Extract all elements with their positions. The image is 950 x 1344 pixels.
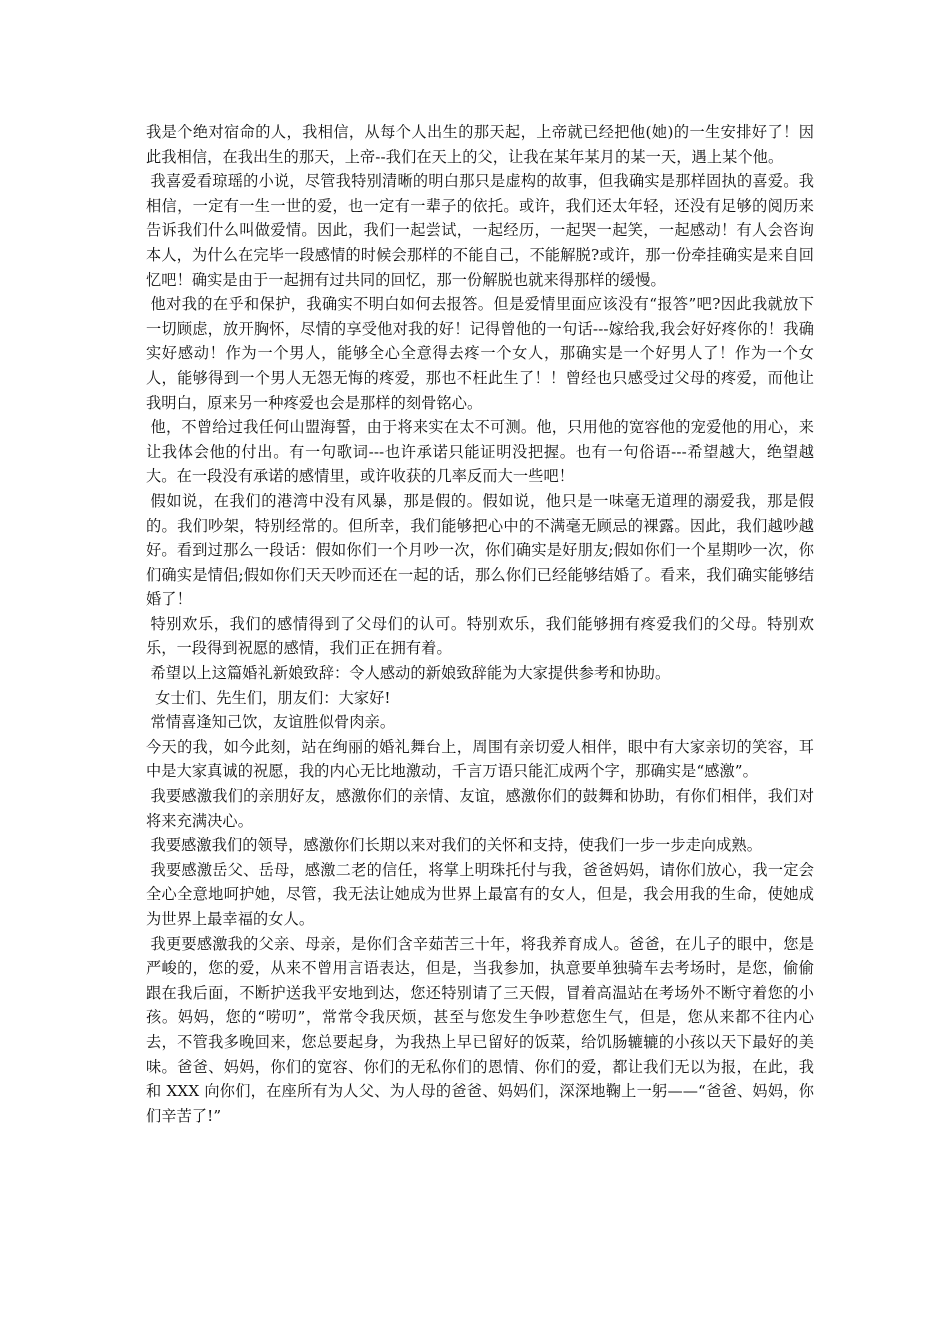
paragraph-couplet: 常情喜逢知己饮，友谊胜似骨肉亲。 bbox=[150, 713, 396, 732]
paragraph-thanks-leaders: 我要感激我们的领导，感激你们长期以来对我们的关怀和支持，使我们一步一步走向成熟。 bbox=[150, 836, 763, 855]
paragraph-care: 他对我的在乎和保护，我确实不明白如何去报答。但是爱情里面应该没有“报答”吧?因此我就放下一切顾虑，放开胸怀，尽情的享受他对我的好！记得曾他的一句话---嫁给我,我会好好疼你的！我确实好感动！作为一个男人，能够全心全意得去疼一个女人，那确实是一个好男人了！作为一个女人，能够得到一个男人无怨无悔的疼爱，那也不枉此生了！！曾经也只感受过父母的疼爱，而他让我明白，原来另一种疼爱也会是那样的刻骨铭心。 bbox=[146, 295, 814, 412]
paragraph-thanks-parents: 我更要感激我的父亲、母亲，是你们含辛茹苦三十年，将我养育成人。爸爸，在儿子的眼中，您是严峻的，您的爱，从来不曾用言语表达，但是，当我参加，执意要单独骑车去考场时，是您，偷偷跟在我后面，不断护送我平安地到达，您还特别请了三天假，冒着高温站在考场外不断守着您的小孩。妈妈，您的“唠叨”，常常令我厌烦，甚至与您发生争吵惹您生气，但是，您从来都不往内心去，不管我多晚回来，您总要起身，为我热上早已留好的饭菜，给饥肠辘辘的小孩以天下最好的美味。爸爸、妈妈，你们的宽容、你们的无私你们的恩情、你们的爱，都让我们无以为报，在此，我和 XXX 向你们，在座所有为人父、为人母的爸爸、妈妈们，深深地鞠上一躬——“爸爸、妈妈，你们辛苦了!” bbox=[146, 934, 814, 1125]
paragraph-novels: 我喜爱看琼瑶的小说，尽管我特别清晰的明白那只是虚构的故事，但我确实是那样固执的喜爱。我相信，一定有一生一世的爱，也一定有一辈子的依托。或许，我们还太年轻，还没有足够的阅历来告诉我们什么叫做爱情。因此，我们一起尝试，一起经历，一起哭一起笑，一起感动！有人会咨询本人，为什么在完毕一段感情的时候会那样的不能自己，不能解脱?或许，那一份牵挂确实是来自回忆吧！确实是由于一起拥有过共同的回忆，那一份解脱也就来得那样的缓慢。 bbox=[146, 172, 814, 289]
paragraph-happy: 特别欢乐，我们的感情得到了父母们的认可。特别欢乐，我们能够拥有疼爱我们的父母。特别欢乐，一段得到祝愿的感情，我们正在拥有着。 bbox=[146, 614, 814, 658]
paragraph-today: 今天的我，如今此刻，站在绚丽的婚礼舞台上，周围有亲切爱人相伴，眼中有大家亲切的笑容，耳中是大家真诚的祝愿，我的内心无比地激动，千言万语只能汇成两个字，那确实是“感激”。 bbox=[146, 737, 814, 781]
paragraph-fate: 我是个绝对宿命的人，我相信，从每个人出生的那天起，上帝就已经把他(她)的一生安排好了！因此我相信，在我出生的那天，上帝--我们在天上的父，让我在某年某月的某一天，遇上某个他。 bbox=[146, 123, 814, 166]
paragraph-no-vows: 他，不曾给过我任何山盟海誓，由于将来实在太不可测。他，只用他的宽容他的宠爱他的用心，来让我体会他的付出。有一句歌词---也许承诺只能证明没把握。也有一句俗语---希望越大，绝望越大。在一段没有承诺的感情里，或许收获的几率反而大一些吧！ bbox=[146, 418, 814, 486]
paragraph-thanks-in-laws: 我要感激岳父、岳母，感激二老的信任，将掌上明珠托付与我，爸爸妈妈，请你们放心，我一定会全心全意地呵护她，尽管，我无法让她成为世界上最富有的女人，但是，我会用我的生命，使她成为世界上最幸福的女人。 bbox=[146, 860, 814, 928]
paragraph-hope: 希望以上这篇婚礼新娘致辞：令人感动的新娘致辞能为大家提供参考和协助。 bbox=[150, 664, 671, 683]
paragraph-greeting: 女士们、先生们，朋友们：大家好! bbox=[155, 688, 391, 707]
paragraph-quarrels: 假如说，在我们的港湾中没有风暴，那是假的。假如说，他只是一味毫无道理的溺爱我，那是假的。我们吵架，特别经常的。但所幸，我们能够把心中的不满毫无顾忌的裸露。因此，我们越吵越好。看到过那么一段话：假如你们一个月吵一次，你们确实是好朋友;假如你们一个星期吵一次，你们确实是情侣;假如你们天天吵而还在一起的话，那么你们已经能够结婚了。看来，我们确实能够结婚了！ bbox=[146, 491, 814, 609]
document-body bbox=[146, 120, 814, 1128]
paragraph-thanks-friends: 我要感激我们的亲朋好友，感激你们的亲情、友谊，感激你们的鼓舞和协助，有你们相伴，我们对将来充满决心。 bbox=[146, 787, 814, 830]
